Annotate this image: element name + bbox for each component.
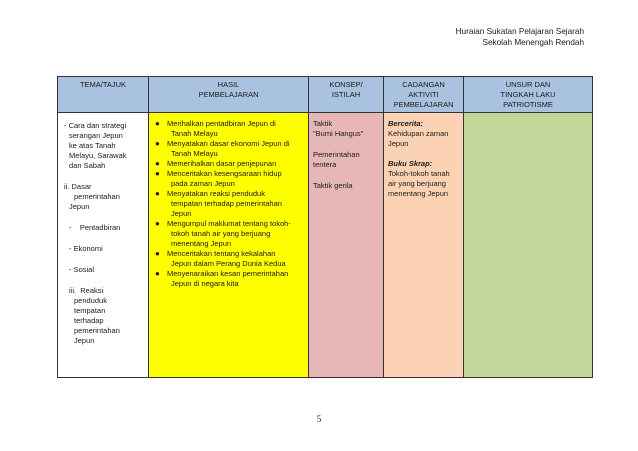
konsep-cell bbox=[309, 113, 384, 378]
tema-line: - Sosial bbox=[69, 265, 95, 274]
tema-line: Jepun bbox=[69, 202, 90, 211]
konsep-line: tentera bbox=[313, 160, 337, 169]
table-row bbox=[58, 113, 593, 378]
col-header-tema: TEMA/TAJUK bbox=[58, 77, 149, 113]
page-number: 5 bbox=[316, 414, 322, 424]
list-item: ● Menyatakan reaksi penduduk tempatan terhadap pemerintahan Jepun bbox=[155, 189, 282, 218]
activity-line: Jepun bbox=[388, 139, 409, 148]
tema-line: - Cara dan strategi bbox=[64, 121, 127, 130]
tema-line: tempatan bbox=[74, 306, 106, 315]
hasil-list bbox=[153, 119, 304, 289]
list-item: ● Memerihalkan dasar penjepunan bbox=[155, 159, 277, 168]
activity-line: menentang Jepun bbox=[388, 189, 449, 198]
header-subtitle: Sekolah Menengah Rendah bbox=[482, 38, 584, 47]
bullet-icon: ● bbox=[155, 269, 160, 278]
activity-line: air yang berjuang bbox=[388, 179, 446, 188]
document-header bbox=[456, 26, 584, 48]
tema-line: ii. Dasar bbox=[64, 182, 92, 191]
activity-line: Tokoh-tokoh tanah bbox=[388, 169, 450, 178]
bullet-icon: ● bbox=[155, 159, 160, 168]
bullet-icon: ● bbox=[155, 249, 160, 258]
list-item: ● Mengumpul maklumat tentang tokoh- tokoh tanah air yang berjuang menentang Jepun bbox=[155, 219, 291, 248]
syllabus-table bbox=[57, 76, 593, 378]
konsep-line: Taktik gerila bbox=[313, 181, 353, 190]
tema-line: pemerintahan bbox=[74, 192, 120, 201]
tema-line: - Ekonomi bbox=[69, 244, 103, 253]
header-title: Huraian Sukatan Pelajaran Sejarah bbox=[455, 27, 584, 36]
tema-line: serangan Jepun bbox=[69, 131, 123, 140]
list-item: ● Merihalkan pentadbiran Jepun di Tanah Melayu bbox=[155, 119, 276, 138]
list-item: ● Menceritakan kesengsaraan hidup pada zaman Jepun bbox=[155, 169, 282, 188]
konsep-line: Taktik bbox=[313, 119, 333, 128]
activity-heading: Bercerita: bbox=[388, 119, 424, 128]
list-item: ● Menyenaraikan kesan pemerintahan Jepun di negara kita bbox=[155, 269, 289, 288]
bullet-icon: ● bbox=[155, 119, 160, 128]
col-header-hasil: HASIL PEMBELAJARAN bbox=[149, 77, 309, 113]
activity-heading: Buku Skrap: bbox=[388, 159, 433, 168]
tema-line: Jepun bbox=[74, 336, 95, 345]
konsep-line: Pemerintahan bbox=[313, 150, 360, 159]
col-header-konsep: KONSEP/ ISTILAH bbox=[309, 77, 384, 113]
list-item: ● Menceritakan tentang kekalahan Jepun dalam Perang Dunia Kedua bbox=[155, 249, 286, 268]
tema-line: - Pentadbiran bbox=[69, 223, 121, 232]
unsur-cell bbox=[464, 113, 593, 378]
bullet-icon: ● bbox=[155, 219, 160, 228]
tema-line: terhadap bbox=[74, 316, 104, 325]
bullet-icon: ● bbox=[155, 189, 160, 198]
cadangan-cell bbox=[384, 113, 464, 378]
bullet-icon: ● bbox=[155, 169, 160, 178]
table-header-row bbox=[58, 77, 593, 113]
col-header-cadangan: CADANGAN AKTIVITI PEMBELAJARAN bbox=[384, 77, 464, 113]
tema-line: pemerintahan bbox=[74, 326, 120, 335]
list-item: ● Menyatakan dasar ekonomi Jepun di Tanah Melayu bbox=[155, 139, 290, 158]
konsep-line: "Bumi Hangus" bbox=[313, 129, 364, 138]
tema-line: Melayu, Sarawak bbox=[69, 151, 127, 160]
tema-line: dan Sabah bbox=[69, 161, 106, 170]
activity-line: Kehidupan zaman bbox=[388, 129, 449, 138]
tema-line: iii. Reaksi bbox=[69, 286, 104, 295]
hasil-cell bbox=[149, 113, 309, 378]
col-header-unsur: UNSUR DAN TINGKAH LAKU PATRIOTISME bbox=[464, 77, 593, 113]
tema-line: ke atas Tanah bbox=[69, 141, 116, 150]
tema-cell bbox=[58, 113, 149, 378]
tema-line: penduduk bbox=[74, 296, 107, 305]
bullet-icon: ● bbox=[155, 139, 160, 148]
